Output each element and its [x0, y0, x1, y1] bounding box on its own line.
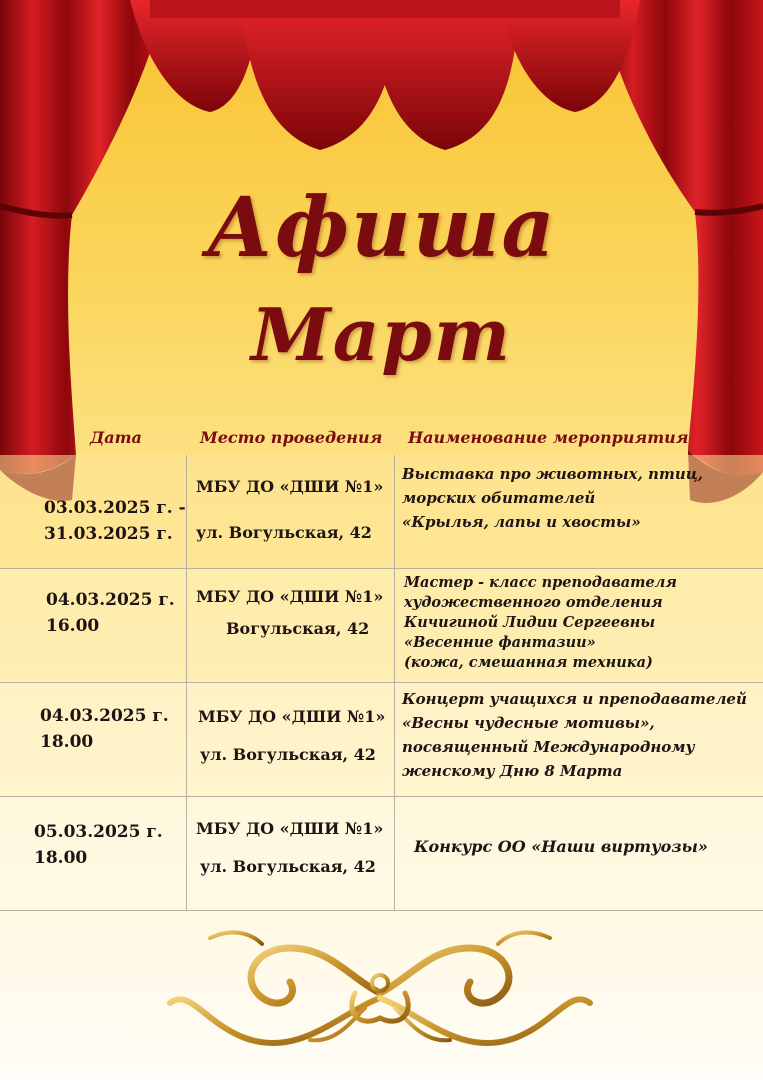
- events-table: [0, 455, 763, 911]
- event-name: Конкурс ОО «Наши виртуозы»: [414, 837, 708, 856]
- event-place: МБУ ДО «ДШИ №1» ул. Вогульская, 42: [196, 819, 384, 876]
- event-place: МБУ ДО «ДШИ №1» ул. Вогульская, 42: [198, 707, 386, 764]
- event-name: Выставка про животных, птиц, морских обитателей «Крылья, лапы и хвосты»: [402, 465, 703, 531]
- table-row: [0, 455, 763, 569]
- event-place: МБУ ДО «ДШИ №1» ул. Вогульская, 42: [196, 477, 384, 542]
- event-name: Мастер - класс преподавателя художественного отделения Кичигиной Лидии Сергеевны «Весенние фантазии» (кожа, смешанная техника): [404, 574, 677, 671]
- column-divider: [186, 455, 187, 911]
- table-row: [0, 683, 763, 797]
- event-place: МБУ ДО «ДШИ №1» Вогульская, 42: [196, 587, 384, 638]
- column-divider: [394, 455, 395, 911]
- header-name: Наименование мероприятия: [408, 428, 689, 447]
- event-date: 05.03.2025 г. 18.00: [34, 822, 163, 868]
- table-row: [0, 797, 763, 911]
- event-name: Концерт учащихся и преподавателей «Весны чудесные мотивы», посвященный Международному женскому Дню 8 Марта: [402, 690, 747, 780]
- table-row: [0, 569, 763, 683]
- event-date: 04.03.2025 г. 18.00: [40, 706, 169, 752]
- poster-title: Афиша: [206, 180, 557, 276]
- event-date: 03.03.2025 г. - 31.03.2025 г.: [44, 498, 186, 544]
- header-date: Дата: [90, 428, 142, 447]
- poster-month: Март: [251, 292, 512, 377]
- gold-flourish-ornament: [150, 918, 610, 1068]
- event-date: 04.03.2025 г. 16.00: [46, 590, 175, 636]
- header-place: Место проведения: [200, 428, 383, 447]
